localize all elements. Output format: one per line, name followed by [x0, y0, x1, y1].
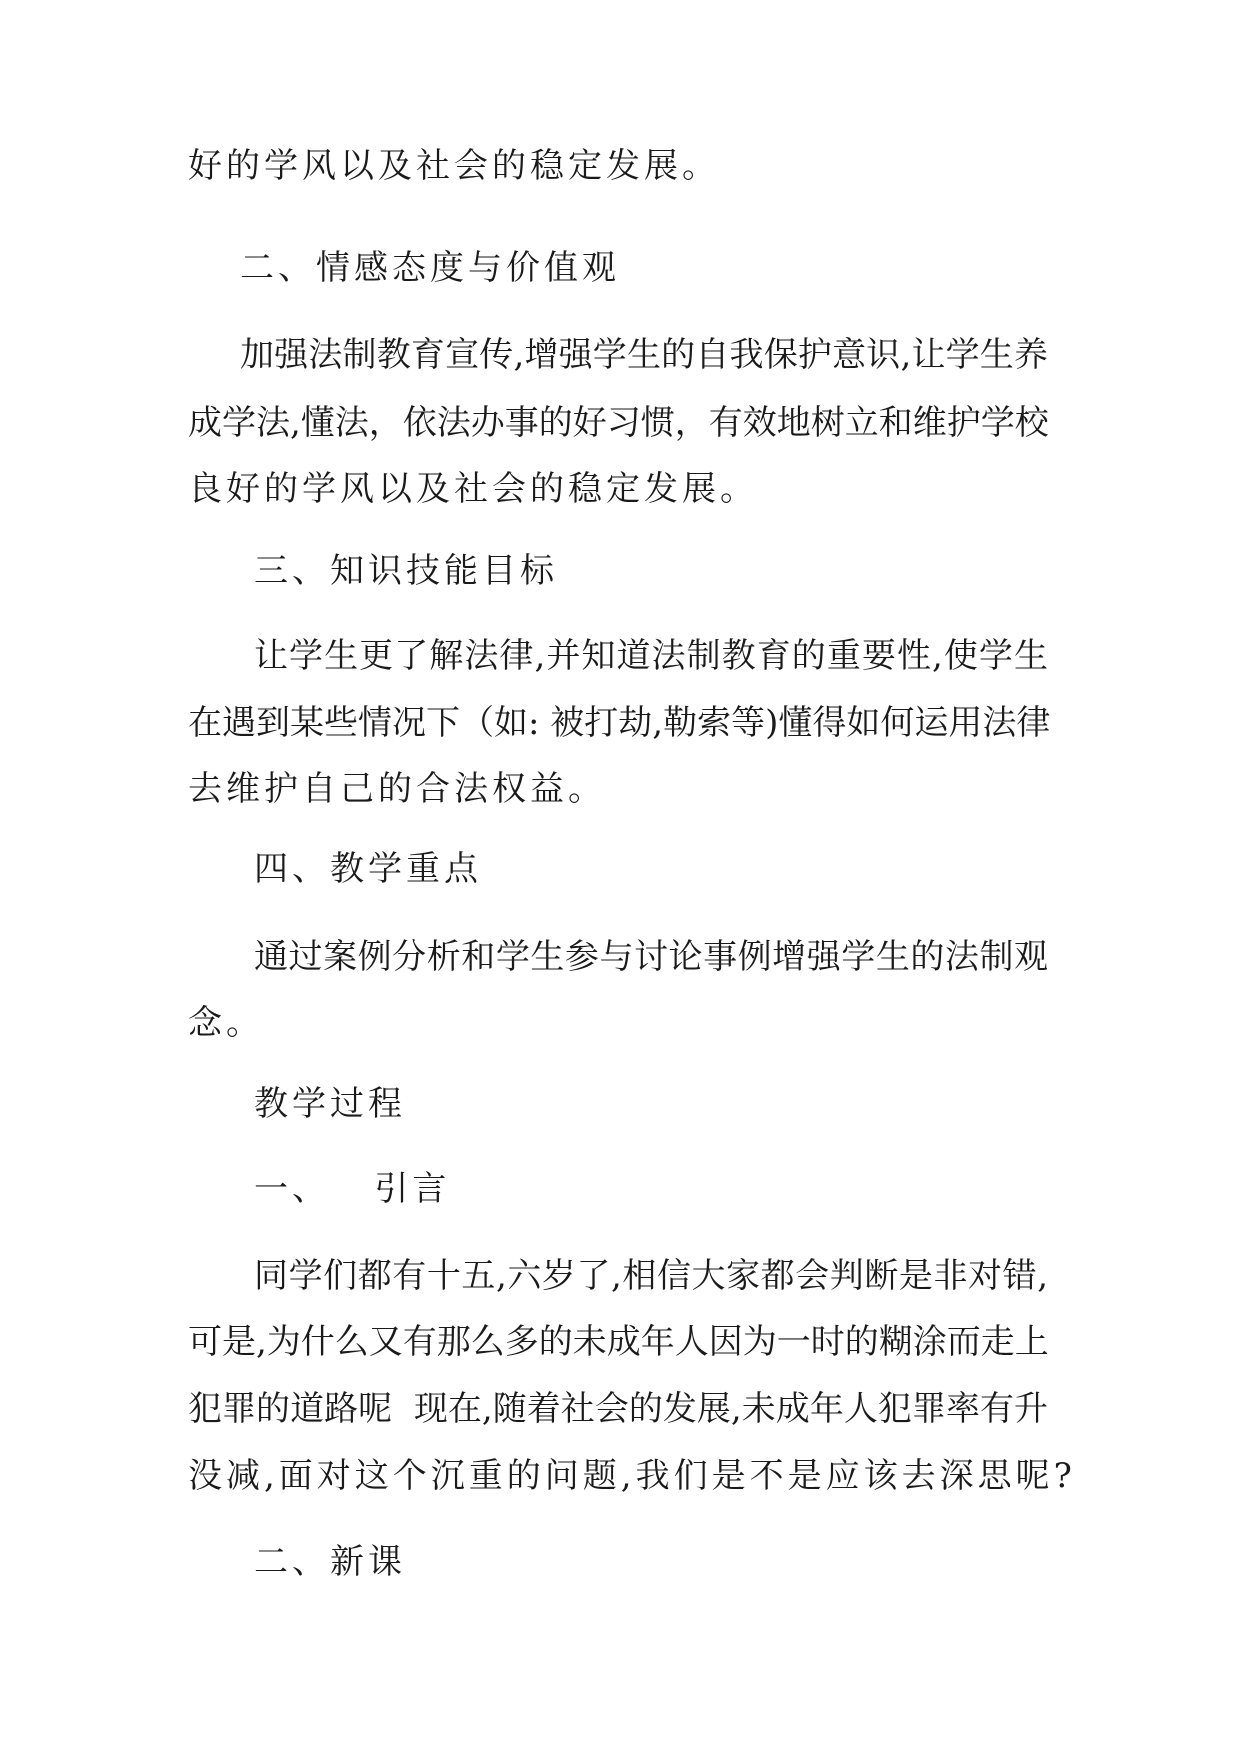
paragraph-5-line-3: 犯罪的道路呢 现在,随着社会的发展,未成年人犯罪率有升 [188, 1389, 1048, 1429]
paragraph-2-line-2: 成学法,懂法，依法办事的好习惯，有效地树立和维护学校 [188, 403, 1049, 443]
paragraph-2-line-1: 加强法制教育宣传,增强学生的自我保护意识,让学生养 [240, 335, 1048, 375]
section-heading-3: 三、知识技能目标 [254, 551, 558, 591]
paragraph-3-line-3: 去维护自己的合法权益。 [188, 769, 606, 809]
subheading-introduction: 一、 引言 [254, 1169, 451, 1209]
paragraph-2-line-3: 良好的学风以及社会的稳定发展。 [188, 469, 758, 509]
paragraph-3-line-1: 让学生更了解法律,并知道法制教育的重要性,使学生 [254, 636, 1048, 676]
subheading-new-lesson: 二、新课 [254, 1542, 406, 1582]
paragraph-5-line-1: 同学们都有十五,六岁了,相信大家都会判断是非对错, [254, 1256, 1048, 1296]
section-heading-4: 四、教学重点 [254, 849, 482, 889]
section-heading-2: 二、情感态度与价值观 [240, 248, 620, 288]
text-line-1: 好的学风以及社会的稳定发展。 [188, 146, 720, 186]
paragraph-5-line-2: 可是,为什么又有那么多的未成年人因为一时的糊涂而走上 [188, 1322, 1049, 1362]
paragraph-4-line-1: 通过案例分析和学生参与讨论事例增强学生的法制观 [254, 937, 1048, 977]
paragraph-4-line-2: 念。 [188, 1003, 264, 1043]
paragraph-3-line-2: 在遇到某些情况下（如: 被打劫,勒索等)懂得如何运用法律 [188, 703, 1051, 743]
teaching-process-heading: 教学过程 [254, 1084, 406, 1124]
paragraph-5-line-4: 没减,面对这个沉重的问题,我们是不是应该去深思呢? [188, 1456, 1076, 1496]
